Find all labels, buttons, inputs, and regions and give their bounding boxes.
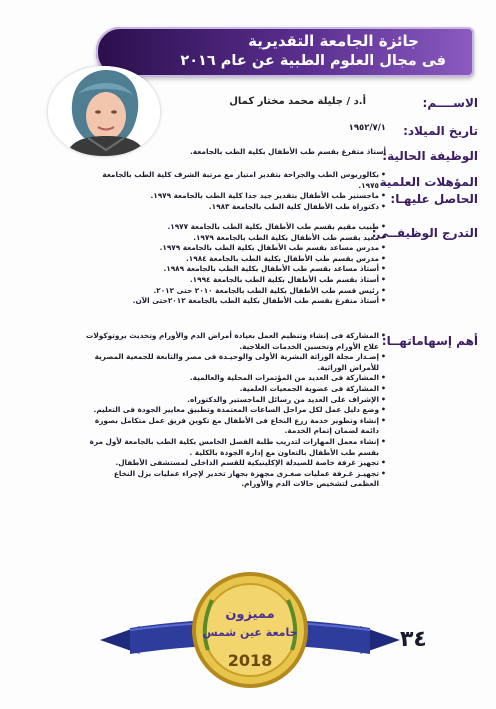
award-title-line2: فى مجال العلوم الطبية عن عام ٢٠١٦ <box>180 53 446 69</box>
distinguished-medal-logo <box>100 570 400 695</box>
list-item: • دكتوراة طب الأطفال كلية الطب بالجامعة ١٩٨٣. <box>86 202 386 213</box>
list-item: • المشاركة فى عضوية الجمعيات العلمية. <box>86 384 386 395</box>
list-item: • أستاذ بقسم طب الأطفال بكلية الطب بالجامعة ١٩٩٤. <box>86 275 386 286</box>
list-item: • بكالوريوس الطب والجراحة بتقدير امتياز مع مرتبة الشرف كلية الطب بالجامعة ١٩٧٥. <box>86 170 386 191</box>
medal-line1: مميزون <box>225 607 275 622</box>
current-job-label: الوظيفة الحالية: <box>382 149 478 163</box>
list-item: • طبيب مقيم بقسم طب الأطفال بكلية الطب بالجامعة ١٩٧٧. <box>86 222 386 233</box>
contributions-label: أهم إسهاماتهــا: <box>381 334 478 348</box>
list-item: • تجهيز غرفة خاصة للصيدلة الإكلينيكية للقسم الداخلى لمستشفى الأطفال. <box>86 458 386 469</box>
list-item: • أستاذ متفرغ بقسم طب الأطفال بكلية الطب بالجامعة ٢٠١٢حتى الآن. <box>86 296 386 307</box>
award-title-banner <box>96 27 474 77</box>
list-item: • أستاذ مساعد بقسم طب الأطفال بكلية الطب بالجامعة ١٩٨٩. <box>86 264 386 275</box>
qualifications-label-1: المؤهلات العلمية <box>379 175 478 189</box>
page-number: ٣٤ <box>400 627 427 652</box>
career-list <box>86 222 386 307</box>
list-item: • المشاركة فى العديد من المؤتمرات المحلية والعالمية. <box>86 373 386 384</box>
birth-date-value: ١٩٥٢/٧/١ <box>348 123 386 133</box>
list-item: • معيد بقسم طب الأطفال بكلية الطب بالجامعة ١٩٧٩. <box>86 233 386 244</box>
current-job-value: أستاذ متفرغ بقسم طب الأطفال بكلية الطب بالجامعة. <box>189 147 386 156</box>
list-item: • ماجستير طب الأطفال بتقدير جيد جدا كلية الطب بالجامعة ١٩٧٩. <box>86 191 386 202</box>
name-label: الاســــم: <box>422 96 478 110</box>
birth-date-label: تاريخ الميلاد: <box>403 124 478 138</box>
list-item: • إنشاء معمل المهارات لتدريب طلبة الفصل الخامس بكلية الطب بالجامعة لأول مرة بقسم طب الأطفال بالتعاون مع إدارة الجودة بالكلية . <box>86 437 386 458</box>
career-label: التدرج الوظيفــى: <box>371 226 478 240</box>
qualifications-list <box>86 170 386 212</box>
name-value: أ.د / جليلة محمد مختار كمال <box>229 96 366 107</box>
list-item: • وضع دليل عمل لكل مراحل الساعات المعتمدة وتطبيق معايير الجودة فى التعليم. <box>86 405 386 416</box>
award-title-line1: جائزة الجامعة التقديرية <box>248 32 419 50</box>
medal-line2: جامعة عين شمس <box>202 626 298 639</box>
portrait-photo <box>48 66 160 156</box>
list-item: • المشاركة فى إنشاء وتنظيم العمل بعيادة أمراض الدم والأورام وتحديث بروتوكولات علاج الأورام وتحسين الخدمات العلاجية. <box>86 331 386 352</box>
list-item: • إصـدار مجلة الوراثة البشرية الأولى والوحيـدة فى مصر والتابعة للجمعية المصرية للأمراض الوراثية. <box>86 352 386 373</box>
list-item: • تجهيـز غـرفة عمليات صغـرى مجهزة بجهاز تخدير لإجراء عمليات بزل النخاع العظمى لتشخيص حالات الدم والأورام. <box>86 469 386 490</box>
list-item: • مدرس مساعد بقسم طب الأطفال بكلية الطب بالجامعة ١٩٧٩. <box>86 243 386 254</box>
contributions-list <box>86 331 386 490</box>
list-item: • مدرس بقسم طب الأطفال بكلية الطب بالجامعة ١٩٨٤. <box>86 254 386 265</box>
medal-year: 2018 <box>227 651 273 670</box>
list-item: • إنشاء وتطوير خدمة زرع النخاع فى الأطفال مع تكوين فريق عمل متكامل بصورة دائمة لضمان إتمام الخدمة. <box>86 416 386 437</box>
list-item: • الإشراف على العديد من رسائل الماجستير والدكتوراه. <box>86 395 386 406</box>
qualifications-label-2: الحاصل عليهـا: <box>390 192 478 206</box>
list-item: • رئيس قسم طب الأطفال بكلية الطب بالجامعة ٢٠١٠ حتى ٢٠١٢. <box>86 286 386 297</box>
